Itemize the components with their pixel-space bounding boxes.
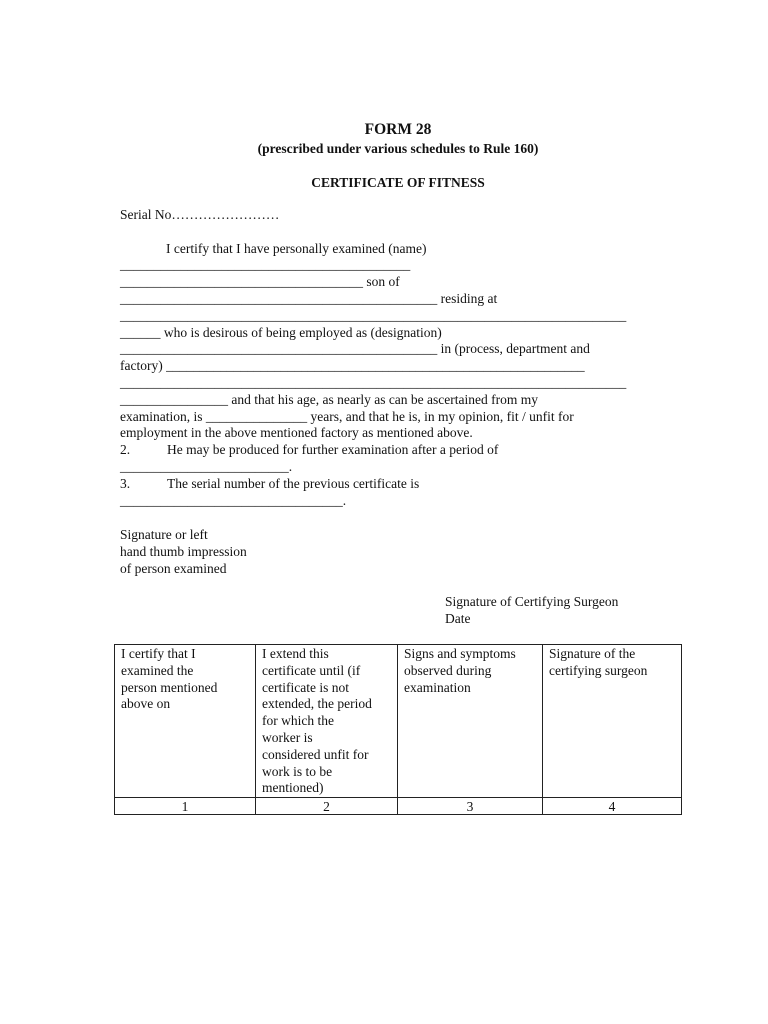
header-cell-extend (256, 645, 398, 798)
column-number: 3 (398, 798, 543, 815)
item-number: 2. (120, 442, 131, 458)
body-line: employment in the above mentioned factory as mentioned above. (120, 425, 473, 441)
body-line: I certify that I have personally examined (name) (166, 240, 427, 256)
item-2-blank: _________________________. (120, 458, 293, 474)
cell-line: certifying surgeon (549, 662, 648, 678)
item-number: 3. (120, 475, 131, 491)
cell-line: I certify that I (121, 646, 196, 661)
certificate-table (114, 644, 682, 815)
certificate-body (120, 207, 680, 509)
item-3-blank: _________________________________. (120, 492, 347, 508)
body-line: ________________ and that his age, as nearly as can be ascertained from my (120, 391, 538, 407)
certificate-title: CERTIFICATE OF FITNESS (311, 175, 485, 190)
cell-line: person mentioned (121, 679, 218, 695)
body-line: factory) ______________________________________________________________ (120, 358, 585, 374)
signature-label: Signature or left (120, 527, 208, 542)
examinee-signature-block (120, 527, 320, 577)
header-cell-signs (398, 645, 543, 798)
cell-line: above on (121, 696, 171, 712)
column-number: 4 (543, 798, 682, 815)
header-cell-examined (115, 645, 256, 798)
cell-line: certificate is not (262, 679, 349, 695)
column-number: 1 (115, 798, 256, 815)
serial-number: Serial No…………………… (120, 207, 280, 222)
table-header-row (115, 645, 682, 798)
item-2 (120, 442, 680, 459)
cell-line: certificate until (if (262, 662, 361, 678)
table-number-row (115, 798, 682, 815)
body-line: examination, is _______________ years, and that he is, in my opinion, fit / unfit for (120, 408, 574, 424)
cell-line: worker is (262, 729, 313, 745)
body-line: ____________________________________ son of (120, 274, 400, 290)
cell-line: Signature of the (549, 646, 636, 661)
address-blank: ___________________________________________________________________________ (120, 307, 627, 323)
cell-line: work is to be (262, 763, 333, 779)
cell-line: considered unfit for (262, 746, 369, 762)
item-text: The serial number of the previous certificate is (167, 475, 420, 491)
body-line: ______ who is desirous of being employed as (designation) (120, 324, 442, 340)
cell-line: for which the (262, 713, 334, 729)
cell-line: extended, the period (262, 696, 372, 712)
header-cell-signature (543, 645, 682, 798)
column-number: 2 (256, 798, 398, 815)
surgeon-signature-block (445, 594, 685, 628)
cell-line: Signs and symptoms (404, 646, 516, 661)
item-3 (120, 476, 680, 493)
cell-line: observed during (404, 662, 492, 678)
cell-line: examined the (121, 662, 194, 678)
item-text: He may be produced for further examination after a period of (167, 442, 499, 458)
form-title: FORM 28 (364, 121, 432, 138)
body-line: _______________________________________________ residing at (120, 290, 498, 306)
form-subtitle: (prescribed under various schedules to Rule 160) (257, 141, 539, 156)
process-blank: ___________________________________________________________________________ (120, 374, 627, 390)
date-label: Date (445, 610, 471, 626)
cell-line: I extend this (262, 646, 329, 661)
signature-label: hand thumb impression (120, 543, 247, 559)
name-blank: ___________________________________________ (120, 257, 411, 273)
spacer (120, 224, 680, 241)
cell-line: examination (404, 679, 471, 695)
signature-label: of person examined (120, 560, 227, 576)
body-line: _______________________________________________ in (process, department and (120, 341, 590, 357)
cell-line: mentioned) (262, 780, 324, 796)
surgeon-signature-label: Signature of Certifying Surgeon (445, 594, 619, 609)
